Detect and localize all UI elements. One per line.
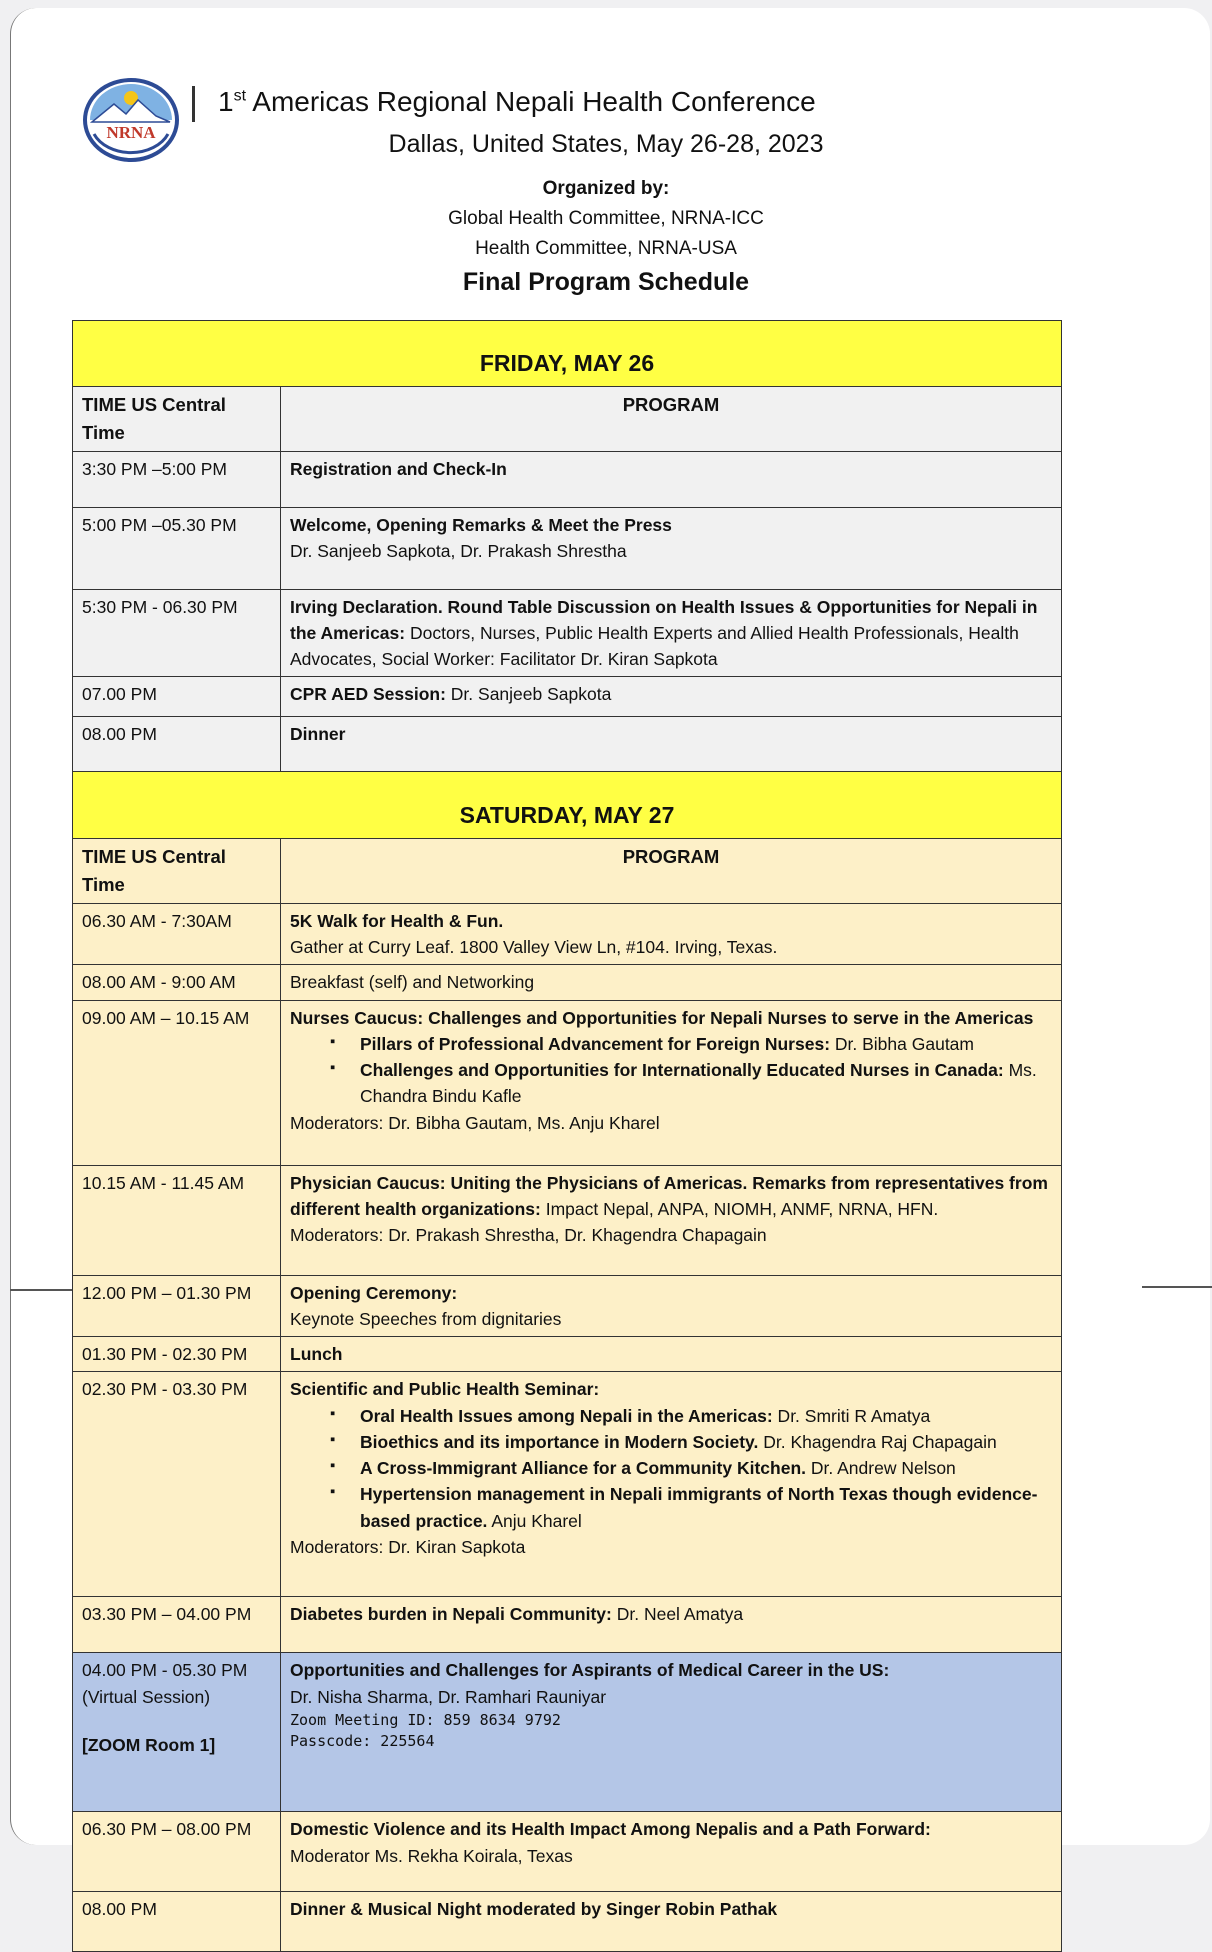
session-detail: Dr. Neel Amatya <box>611 1604 744 1625</box>
table-row <box>73 965 1062 1000</box>
session-detail: Dr. Sanjeeb Sapkota <box>450 684 612 705</box>
session-time: 10.15 AM - 11.45 AM <box>73 1165 281 1275</box>
session-title: 5K Walk for Health & Fun. <box>290 910 504 931</box>
table-row <box>73 1275 1062 1337</box>
list-item: ▪ Challenges and Opportunities for Internationally Educated Nurses in Canada: Ms. Chandra Bindu Kafle <box>360 1057 1052 1110</box>
program-column-header: PROGRAM <box>281 387 1062 452</box>
session-time: 08.00 PM <box>73 1892 281 1952</box>
session-topics-list <box>320 1403 1052 1534</box>
session-detail: Breakfast (self) and Networking <box>290 972 535 993</box>
list-item: ▪ Pillars of Professional Advancement for Foreign Nurses: Dr. Bibha Gautam <box>360 1031 1052 1057</box>
session-detail: Dr. Nisha Sharma, Dr. Ramhari Rauniyar <box>290 1686 607 1707</box>
table-row <box>73 1372 1062 1597</box>
committee-line-2: Health Committee, NRNA-USA <box>475 238 737 259</box>
session-detail: Dr. Sanjeeb Sapkota, Dr. Prakash Shrestha <box>290 540 627 561</box>
session-time: 5:00 PM –05.30 PM <box>73 507 281 589</box>
table-row <box>73 1000 1062 1165</box>
session-time: 04.00 PM - 05.30 PM <box>82 1660 248 1681</box>
session-moderators: Moderators: Dr. Bibha Gautam, Ms. Anju Kharel <box>290 1112 660 1133</box>
organized-by-label: Organized by: <box>542 178 670 199</box>
session-mode: (Virtual Session) <box>82 1686 211 1707</box>
day-heading-friday: FRIDAY, MAY 26 <box>73 321 1062 387</box>
session-title: Physician Caucus: Uniting the Physicians of Americas. Remarks from representatives from different health organizations: <box>290 1172 1048 1219</box>
session-time: 07.00 PM <box>73 677 281 717</box>
session-title: Scientific and Public Health Seminar: <box>290 1379 600 1400</box>
day-heading-saturday: SATURDAY, MAY 27 <box>73 772 1062 839</box>
session-title: Welcome, Opening Remarks & Meet the Press <box>290 514 672 535</box>
session-detail: Impact Nepal, ANPA, NIOMH, ANMF, NRNA, HFN. <box>540 1198 939 1219</box>
table-row <box>73 717 1062 772</box>
session-title: Opening Ceremony: <box>290 1282 458 1303</box>
session-time: 12.00 PM – 01.30 PM <box>73 1275 281 1337</box>
session-moderators: Moderators: Dr. Prakash Shrestha, Dr. Khagendra Chapagain <box>290 1225 767 1245</box>
session-detail: Gather at Curry Leaf. 1800 Valley View Ln, #104. Irving, Texas. <box>290 937 778 957</box>
conference-location: Dallas, United States, May 26-28, 2023 <box>388 130 824 158</box>
table-row <box>73 1165 1062 1275</box>
session-time: 03.30 PM – 04.00 PM <box>73 1597 281 1653</box>
table-row <box>73 1337 1062 1372</box>
session-detail: Doctors, Nurses, Public Health Experts and Allied Health Professionals, Health Advocates, Social Worker: Facilitator Dr. Kiran Sapkota <box>290 622 1019 669</box>
table-row <box>73 1597 1062 1653</box>
svg-text:NRNA: NRNA <box>106 123 156 142</box>
table-row-virtual <box>73 1653 1062 1812</box>
session-title: Dinner <box>290 724 346 745</box>
divider-line-right <box>1142 1286 1212 1288</box>
session-time: 5:30 PM - 06.30 PM <box>73 589 281 677</box>
schedule-title: Final Program Schedule <box>462 268 750 296</box>
schedule-table <box>72 320 1062 1952</box>
session-time: 06.30 AM - 7:30AM <box>73 903 281 965</box>
table-row <box>73 507 1062 589</box>
zoom-meeting-id: Zoom Meeting ID: 859 8634 9792 <box>290 1710 561 1729</box>
time-column-header: TIME US Central Time <box>73 387 281 452</box>
session-title: Registration and Check-In <box>290 458 507 479</box>
table-row <box>73 677 1062 717</box>
session-title: Dinner & Musical Night moderated by Singer Robin Pathak <box>290 1899 778 1920</box>
program-column-header: PROGRAM <box>281 839 1062 904</box>
column-header-row <box>73 839 1062 904</box>
session-time: 08.00 AM - 9:00 AM <box>73 965 281 1000</box>
logo-separator <box>192 86 195 122</box>
zoom-passcode: Passcode: 225564 <box>290 1731 435 1750</box>
time-column-header: TIME US Central Time <box>73 839 281 904</box>
zoom-room-label: [ZOOM Room 1] <box>82 1734 216 1755</box>
table-row <box>73 903 1062 965</box>
table-row <box>73 1812 1062 1892</box>
session-title: CPR AED Session: <box>290 684 446 705</box>
session-detail: Keynote Speeches from dignitaries <box>290 1308 562 1329</box>
table-row <box>73 1892 1062 1952</box>
session-title: Opportunities and Challenges for Aspirants of Medical Career in the US: <box>290 1660 890 1681</box>
divider-line-left <box>10 1289 72 1291</box>
session-title: Diabetes burden in Nepali Community: <box>290 1604 612 1625</box>
column-header-row <box>73 387 1062 452</box>
session-title: Lunch <box>290 1344 343 1364</box>
list-item: ▪ A Cross-Immigrant Alliance for a Community Kitchen. Dr. Andrew Nelson <box>360 1455 1052 1481</box>
session-time: 06.30 PM – 08.00 PM <box>73 1812 281 1892</box>
committee-line-1: Global Health Committee, NRNA-ICC <box>448 208 764 229</box>
session-title: Irving Declaration. Round Table Discussion on Health Issues & Opportunities for Nepali in the Americas: <box>290 596 1038 643</box>
list-item: ▪ Bioethics and its importance in Modern Society. Dr. Khagendra Raj Chapagain <box>360 1429 1052 1455</box>
table-row <box>73 589 1062 677</box>
session-moderators: Moderators: Dr. Kiran Sapkota <box>290 1536 526 1557</box>
conference-title: 1st Americas Regional Nepali Health Conference <box>218 86 816 117</box>
session-title: Domestic Violence and its Health Impact Among Nepalis and a Path Forward: <box>290 1819 931 1840</box>
session-time: 09.00 AM – 10.15 AM <box>73 1000 281 1165</box>
session-detail: Moderator Ms. Rekha Koirala, Texas <box>290 1845 573 1866</box>
session-title: Nurses Caucus: Challenges and Opportunities for Nepali Nurses to serve in the Americas <box>290 1007 1034 1028</box>
session-topics-list <box>320 1031 1052 1110</box>
session-time: 01.30 PM - 02.30 PM <box>73 1337 281 1372</box>
table-row <box>73 451 1062 507</box>
list-item: ▪ Oral Health Issues among Nepali in the Americas: Dr. Smriti R Amatya <box>360 1403 1052 1429</box>
session-time: 3:30 PM –5:00 PM <box>73 451 281 507</box>
session-time: 02.30 PM - 03.30 PM <box>73 1372 281 1597</box>
session-time: 08.00 PM <box>73 717 281 772</box>
list-item: ▪ Hypertension management in Nepali immigrants of North Texas though evidence-based practice. Anju Kharel <box>360 1481 1052 1534</box>
